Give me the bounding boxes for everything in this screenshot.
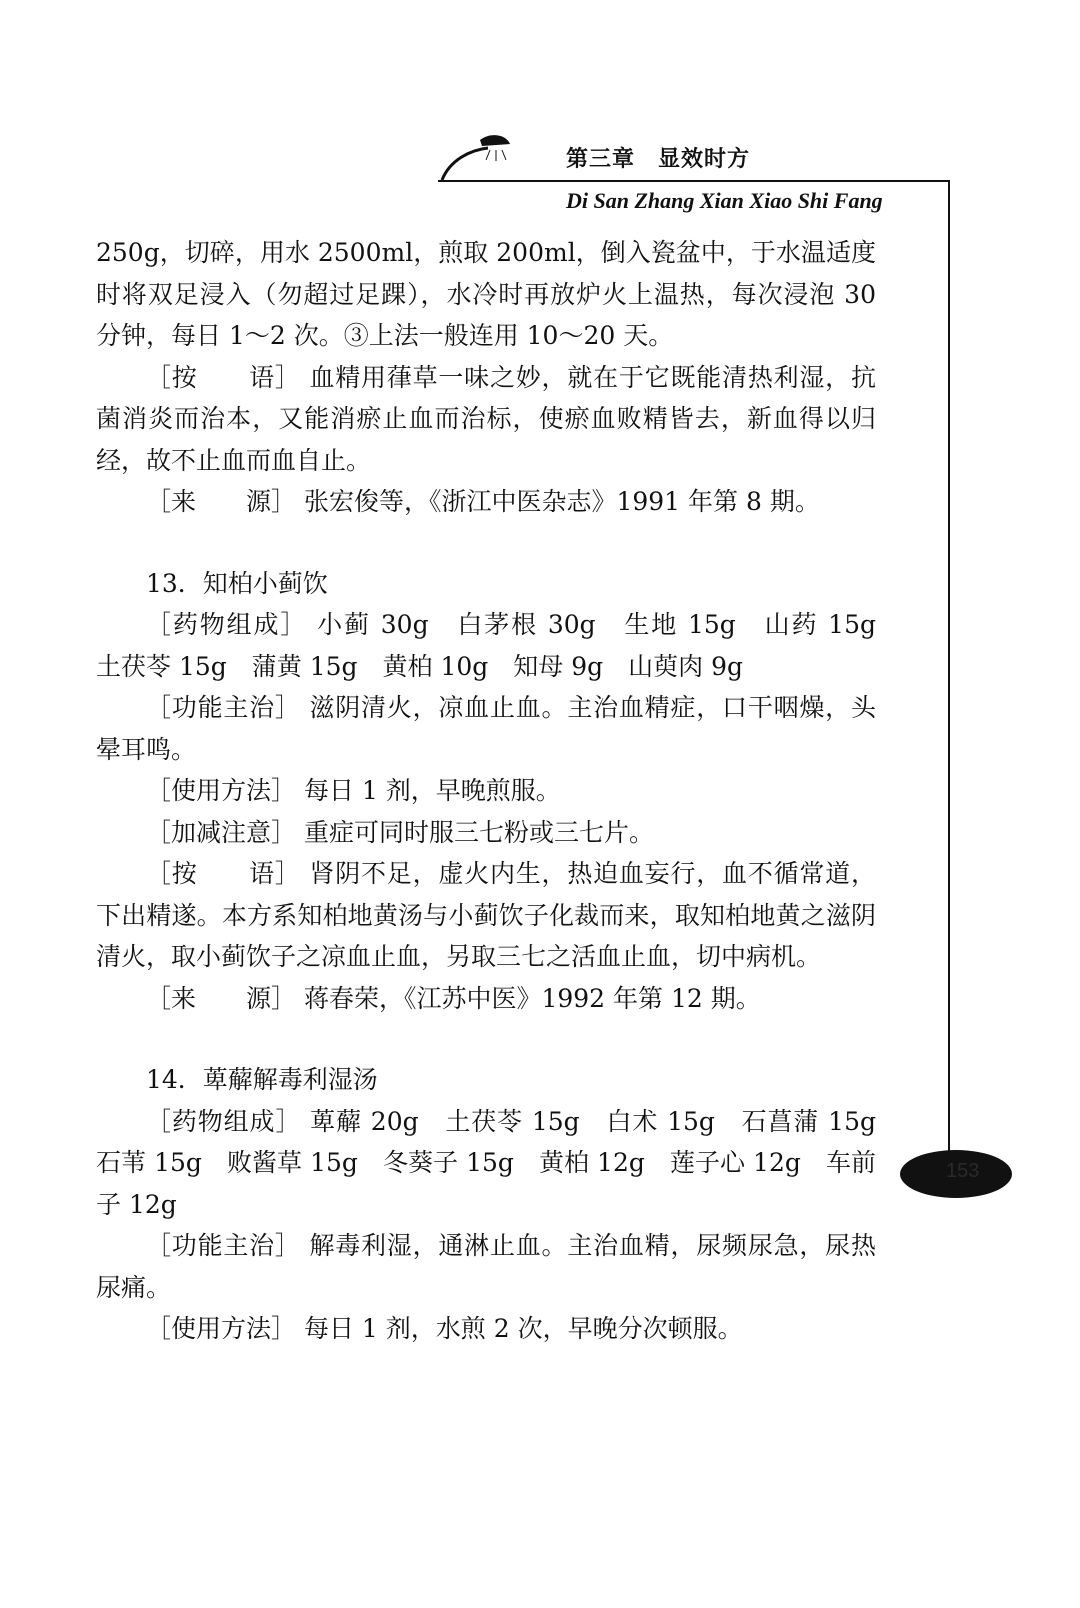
usage-paragraph [96,770,876,812]
modification-paragraph [96,812,876,854]
indications-paragraph [96,1225,876,1308]
chapter-header [0,0,1080,215]
note-tag: ［按 语］ [146,859,301,888]
margin-rule [948,180,950,1180]
page-number: 153 [946,1160,980,1182]
modification-text: 重症可同时服三七粉或三七片。 [303,817,654,847]
usage-continued: 250g，切碎，用水 2500ml，煎取 200ml，倒入瓷盆中，于水温适度时将双足浸入（勿超过足踝），水冷时再放炉火上温热，每次浸泡 30 分钟，每日 1～2 次。③上法一般连用 10～20 天。 [96,238,876,350]
note-tag: ［按 语］ [146,362,301,392]
source-tag: ［来 源］ [146,983,297,1013]
indications-text: 滋阴清火，凉血止血。主治血精症，口干咽燥，头晕耳鸣。 [96,693,876,764]
ingredients-tag: ［药物组成］ [146,610,308,639]
lamp-icon [440,130,530,185]
usage-tag: ［使用方法］ [146,1314,297,1343]
indications-tag: ［功能主治］ [146,1231,301,1260]
note-paragraph [96,357,876,482]
usage-text: 每日 1 剂，水煎 2 次，早晚分次顿服。 [303,1314,743,1343]
source-text: 蒋春荣，《江苏中医》1992 年第 12 期。 [303,983,761,1013]
ingredients-text: 萆薢 20g 土茯苓 15g 白术 15g 石菖蒲 15g 石苇 15g 败酱草 15g 冬葵子 15g 黄柏 12g 莲子心 12g 车前子 12g [96,1106,901,1219]
note-paragraph [96,853,876,978]
page-body [96,232,902,1350]
source-text: 张宏俊等，《浙江中医杂志》1991 年第 8 期。 [303,487,820,516]
usage-tag: ［使用方法］ [146,776,297,805]
entry-title: 14．萆薢解毒利湿汤 [146,1065,378,1094]
indications-tag: ［功能主治］ [146,693,301,722]
ingredients-paragraph [96,604,902,687]
indications-text: 解毒利湿，通淋止血。主治血精，尿频尿急，尿热尿痛。 [96,1231,876,1302]
ingredients-paragraph [96,1101,901,1226]
indications-paragraph [96,687,876,770]
chapter-title: 第三章 显效时方 [566,147,751,172]
source-paragraph [96,481,876,523]
usage-text: 每日 1 剂，早晚煎服。 [303,776,561,805]
entry-title: 13．知柏小蓟饮 [146,568,328,598]
note-text: 肾阴不足，虚火内生，热迫血妄行，血不循常道，下出精遂。本方系知柏地黄汤与小蓟饮子化裁而来，取知柏地黄之滋阴清火，取小蓟饮子之凉血止血，另取三七之活血止血，切中病机。 [96,859,876,971]
ingredients-text: 小蓟 30g 白茅根 30g 生地 15g 山药 15g 土茯苓 15g 蒲黄 15g 黄柏 10g 知母 9g 山萸肉 9g [96,610,902,681]
note-text: 血精用葎草一味之妙，就在于它既能清热利湿，抗菌消炎而治本，又能消瘀止血而治标，使瘀血败精皆去，新血得以归经，故不止血而血自止。 [96,362,876,475]
chapter-pinyin: Di San Zhang Xian Xiao Shi Fang [566,188,883,213]
ingredients-tag: ［药物组成］ [146,1106,302,1136]
source-paragraph [96,978,876,1020]
modification-tag: ［加减注意］ [146,817,297,847]
source-tag: ［来 源］ [146,487,297,516]
usage-paragraph [96,1308,876,1350]
header-rule [438,180,950,182]
